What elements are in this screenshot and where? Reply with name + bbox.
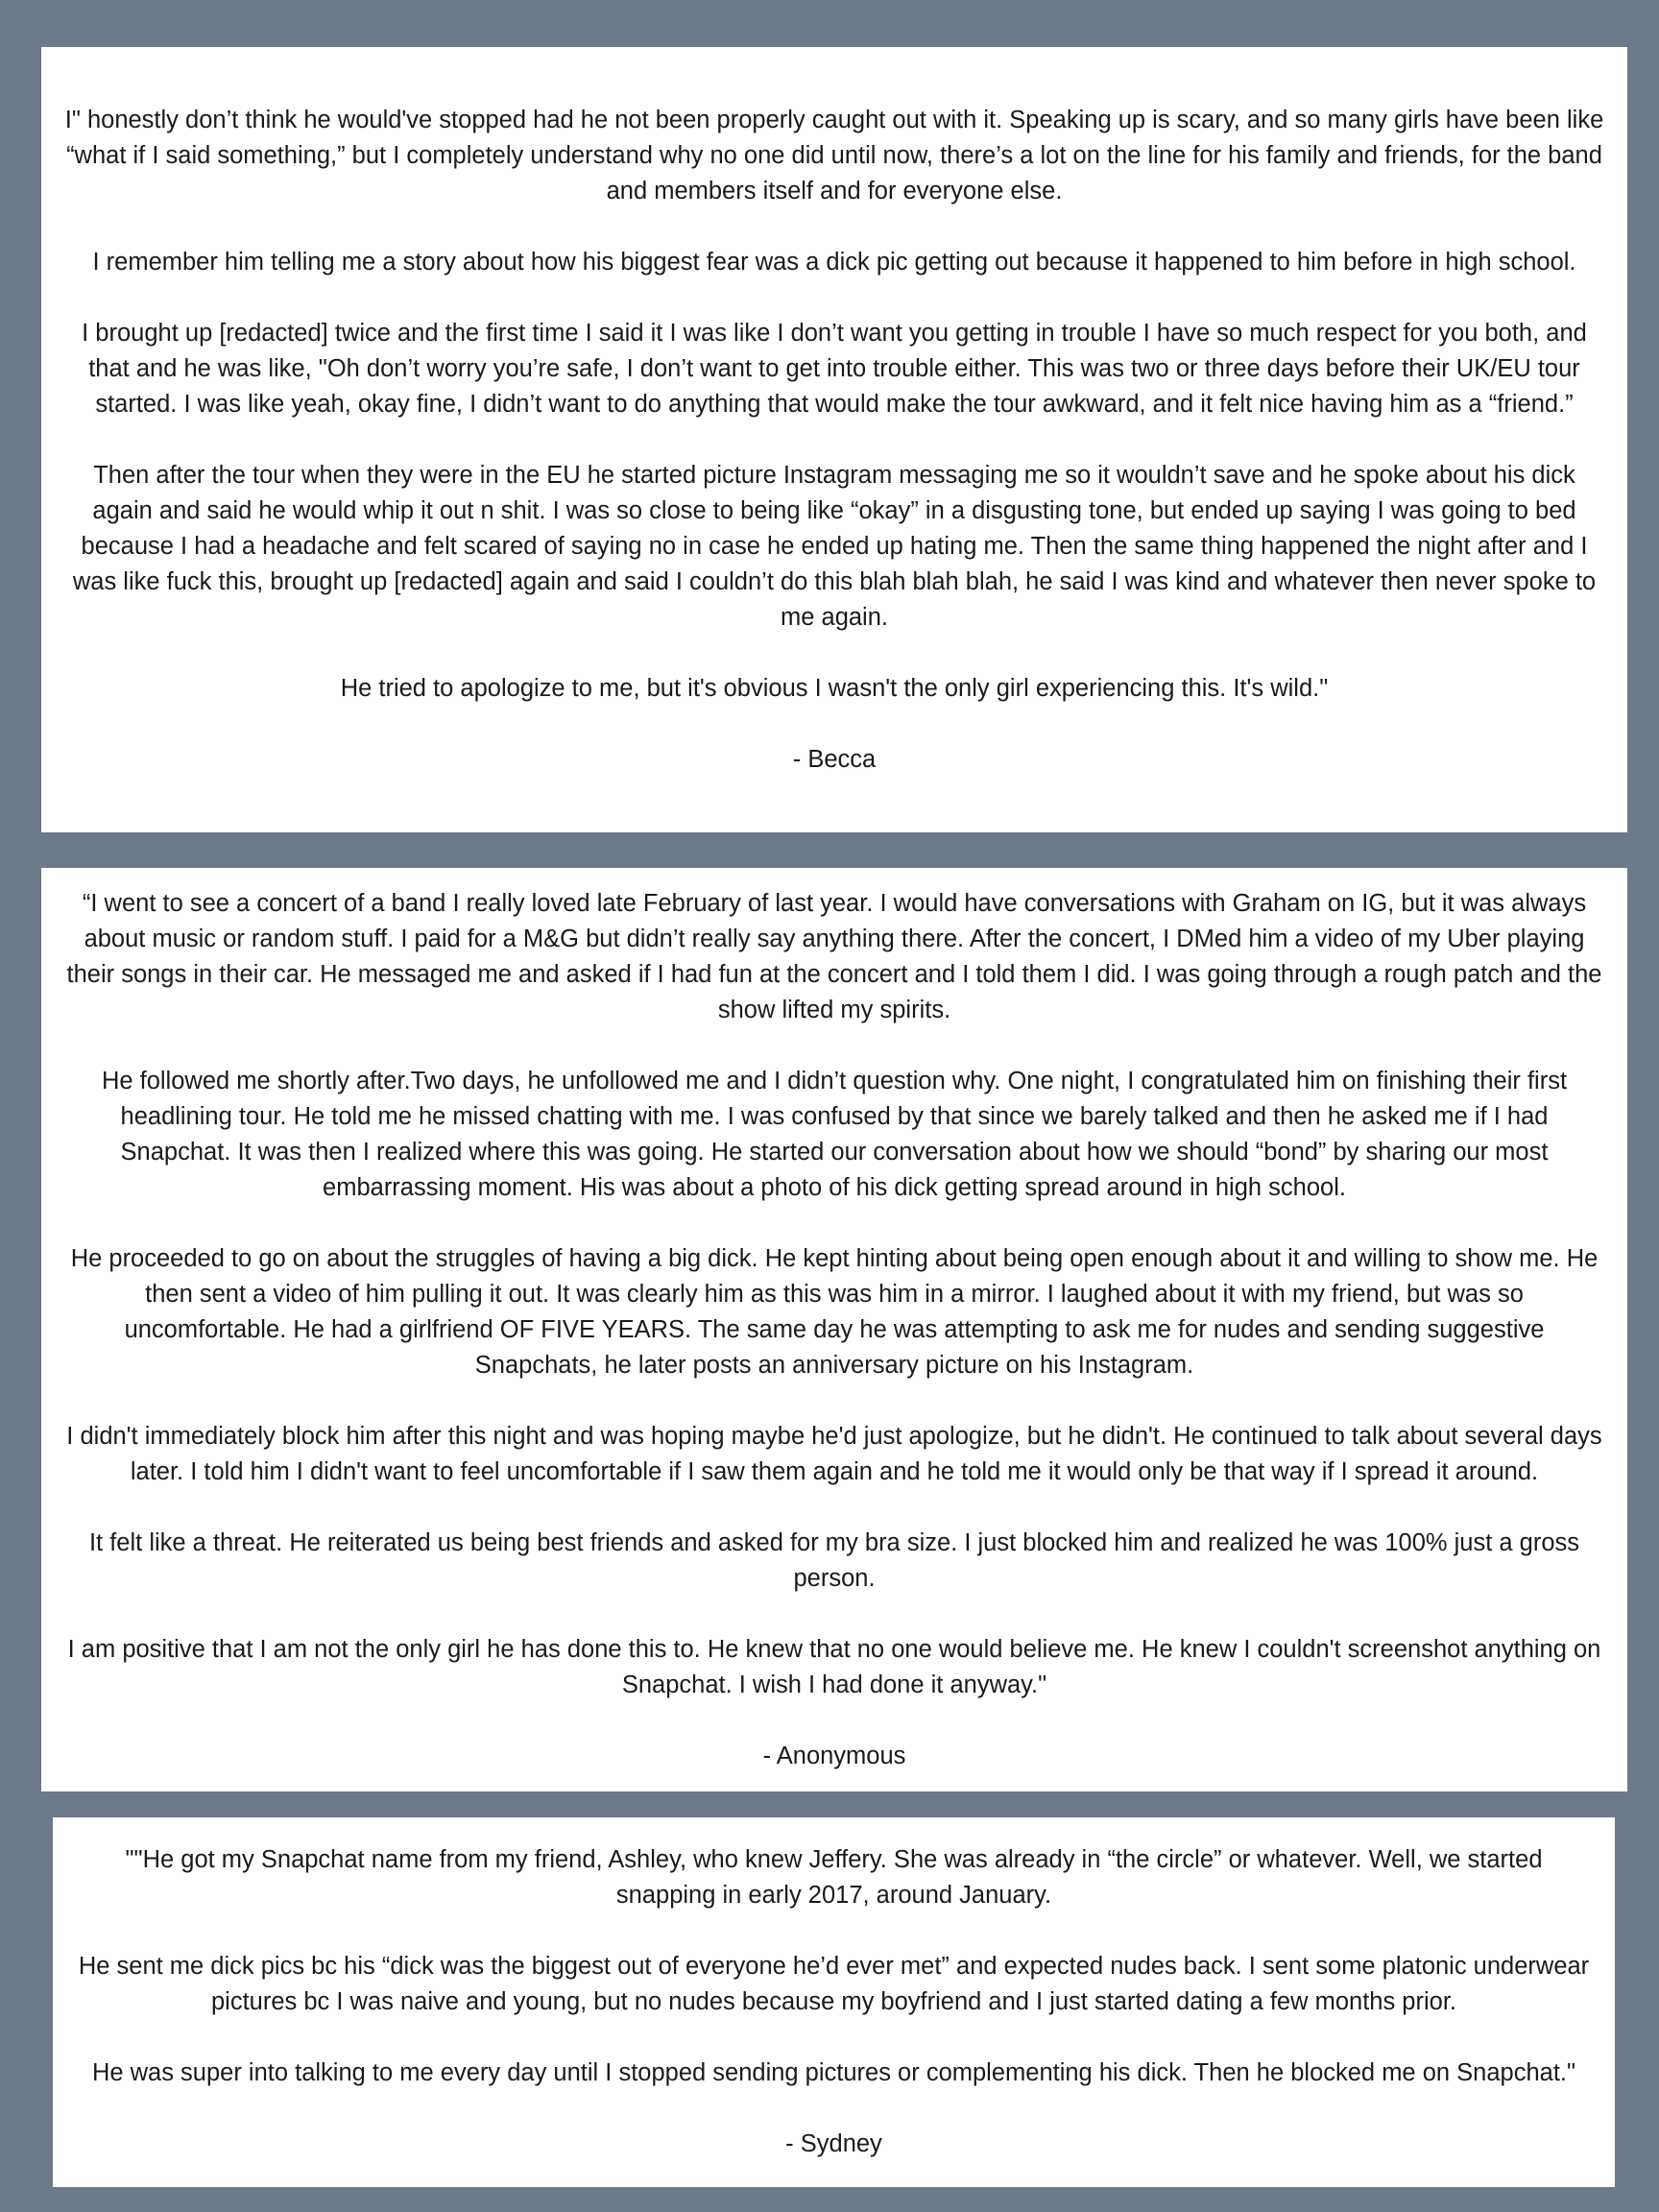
paragraph: I didn't immediately block him after this night and was hoping maybe he'd just apologize, but he didn't. He continued to talk about several days later. I told him I didn't want to feel uncomfortable if I saw them again and he told me it would only be that way if I spread it around.	[66, 1422, 1602, 1485]
paragraph: He tried to apologize to me, but it's obvious I wasn't the only girl experiencing this. It's wild."	[340, 674, 1329, 702]
signature: - Becca	[792, 745, 877, 773]
testimonial-card-anonymous	[41, 868, 1627, 1791]
paragraph: “I went to see a concert of a band I really loved late February of last year. I would have conversations with Graham on IG, but it was always about music or random stuff. I paid for a M&G but didn’t really say anything there. After the concert, I DMed him a video of my Uber playing their songs in their car. He messaged me and asked if I had fun at the concert and I told them I did. I was going through a rough patch and the show lifted my spirits.	[66, 889, 1602, 1023]
paragraph: I brought up [redacted] twice and the first time I said it I was like I don’t want you getting in trouble I have so much respect for you both, and that and he was like, "Oh don’t worry you’re safe, I don’t want to get into trouble either. This was two or three days before their UK/EU tour started. I was like yeah, okay fine, I didn’t want to do anything that would make the tour awkward, and it felt nice having him as a “friend.”	[82, 319, 1587, 418]
signature: - Anonymous	[762, 1742, 906, 1769]
paragraph: He sent me dick pics bc his “dick was the biggest out of everyone he’d ever met” and expected nudes back. I sent some platonic underwear pictures bc I was naive and young, but no nudes because my boyfriend and I just started dating a few months prior.	[78, 1953, 1590, 2015]
testimonial-card-becca	[41, 47, 1627, 832]
testimonial-card-sydney	[53, 1817, 1615, 2187]
paragraph: I am positive that I am not the only girl he has done this to. He knew that no one would believe me. He knew I couldn't screenshot anything on Snapchat. I wish I had done it anyway."	[67, 1635, 1601, 1698]
paragraph: It felt like a threat. He reiterated us being best friends and asked for my bra size. I just blocked him and realized he was 100% just a gross person.	[88, 1528, 1580, 1592]
paragraph: ""He got my Snapchat name from my friend, Ashley, who knew Jeffery. She was already in “the circle” or whatever. Well, we started snapping in early 2017, around January.	[125, 1846, 1543, 1909]
paragraph: He proceeded to go on about the struggles of having a big dick. He kept hinting about being open enough about it and willing to show me. He then sent a video of him pulling it out. It was clearly him as this was him in a mirror. I laughed about it with my friend, but was so uncomfortable. He had a girlfriend OF FIVE YEARS. The same day he was attempting to ask me for nudes and sending suggestive Snapchats, he later posts an anniversary picture on his Instagram.	[70, 1244, 1599, 1379]
paragraph: I remember him telling me a story about how his biggest fear was a dick pic getting out because it happened to him before in high school.	[92, 248, 1576, 276]
paragraph: He followed me shortly after.Two days, he unfollowed me and I didn’t question why. One night, I congratulated him on finishing their first headlining tour. He told me he missed chatting with me. I was confused by that since we barely talked and then he asked me if I had Snapchat. It was then I realized where this was going. He started our conversation about how we should “bond” by sharing our most embarrassing moment. His was about a photo of his dick getting spread around in high school.	[101, 1067, 1568, 1201]
paragraph: Then after the tour when they were in the EU he started picture Instagram messaging me so it wouldn’t save and he spoke about his dick again and said he would whip it out n shit. I was so close to being like “okay” in a disgusting tone, but ended up saying I was going to bed because I had a headache and felt scared of saying no in case he ended up hating me. Then the same thing happened the night after and I was like fuck this, brought up [redacted] again and said I couldn’t do this blah blah blah, he said I was kind and whatever then never spoke to me again.	[72, 461, 1597, 631]
paragraph: He was super into talking to me every day until I stopped sending pictures or complementing his dick. Then he blocked me on Snapchat."	[91, 2059, 1576, 2086]
signature: - Sydney	[785, 2130, 882, 2157]
paragraph: I" honestly don’t think he would've stopped had he not been properly caught out with it. Speaking up is scary, and so many girls have been like “what if I said something,” but I completely understand why no one did until now, there’s a lot on the line for his family and friends, for the band and members itself and for everyone else.	[64, 106, 1604, 204]
